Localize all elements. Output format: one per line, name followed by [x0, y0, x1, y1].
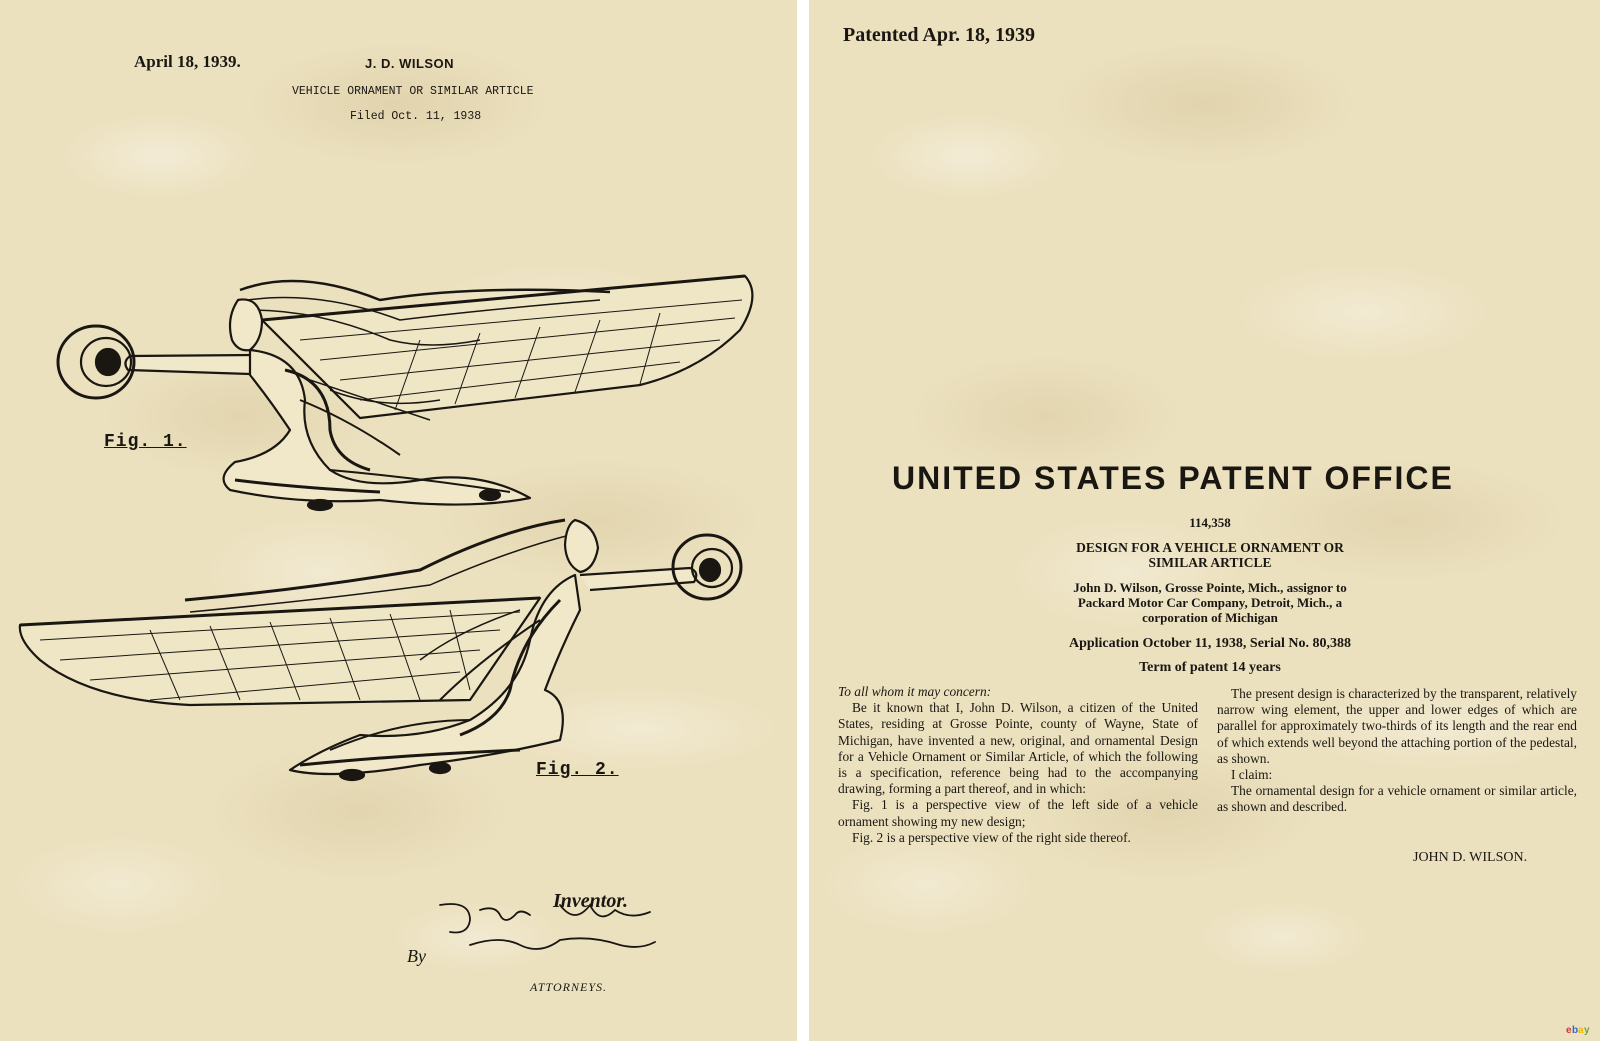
- drawing-sheet: [0, 0, 797, 1041]
- claim-heading: I claim:: [1231, 767, 1273, 783]
- assignor-line-2: Packard Motor Car Company, Detroit, Mich., a: [1077, 595, 1343, 610]
- assignor-block: [1010, 580, 1410, 625]
- specification-left-column: [838, 684, 1198, 846]
- application-line: Application October 11, 1938, Serial No. 80,388: [1068, 636, 1352, 651]
- claim-text: The ornamental design for a vehicle ornament or similar article, as shown and described.: [1217, 783, 1577, 815]
- figure-2-label: Fig. 2.: [536, 760, 619, 780]
- patent-number: 114,358: [1189, 515, 1231, 530]
- inventor-heading: Inventor.: [553, 890, 629, 912]
- term-line: Term of patent 14 years: [1139, 660, 1281, 675]
- patented-date: Patented Apr. 18, 1939: [843, 24, 1036, 46]
- svg-text:e: e: [1566, 1025, 1572, 1036]
- svg-text:b: b: [1572, 1025, 1579, 1036]
- by-label: By: [407, 946, 426, 966]
- spec-paragraph: Fig. 2 is a perspective view of the right side thereof.: [852, 829, 1131, 845]
- spec-paragraph: The present design is characterized by the transparent, relatively narrow wing element, the upper and lower edges of which are parallel for approximately two-thirds of its length and the rear end of which extends well beyond the attaching portion of the pedestal, as shown.: [1217, 686, 1577, 766]
- assignor-line-1: John D. Wilson, Grosse Pointe, Mich., assignor to: [1073, 580, 1347, 595]
- svg-text:y: y: [1584, 1025, 1590, 1036]
- filed-date: Filed Oct. 11, 1938: [350, 110, 482, 123]
- specification-right-column: [1217, 686, 1577, 816]
- attorneys-label: ATTORNEYS.: [530, 980, 608, 994]
- design-title-line-1: DESIGN FOR A VEHICLE ORNAMENT OR: [1076, 540, 1344, 555]
- figure-1-label: Fig. 1.: [104, 432, 187, 452]
- drawing-title: VEHICLE ORNAMENT OR SIMILAR ARTICLE: [292, 85, 534, 98]
- figure-1-drawing: [58, 276, 752, 510]
- spec-paragraph: Be it known that I, John D. Wilson, a citizen of the United States, residing at Grosse Pointe, county of Wayne, State of Michigan, have invented a new, original, and ornamental Design for a Vehicle Ornament or Similar Article, of which the following is a specification, reference being had to the accompanying drawing, forming a part thereof, and in which:: [838, 700, 1198, 797]
- assignor-line-3: corporation of Michigan: [1142, 610, 1278, 625]
- spec-paragraph: Fig. 1 is a perspective view of the left side of a vehicle ornament showing my new design;: [838, 797, 1198, 829]
- svg-text:a: a: [1578, 1025, 1584, 1036]
- salutation: To all whom it may concern:: [838, 684, 992, 699]
- figure-2-drawing: [20, 520, 741, 780]
- issue-date: April 18, 1939.: [134, 52, 241, 71]
- design-title: [1010, 540, 1410, 570]
- inventor-name: J. D. WILSON: [365, 56, 455, 71]
- inventor-signoff: JOHN D. WILSON.: [1413, 850, 1528, 865]
- design-title-line-2: SIMILAR ARTICLE: [1148, 555, 1272, 570]
- patent-office-heading: UNITED STATES PATENT OFFICE: [892, 460, 1454, 496]
- ornament-drawings: [0, 0, 797, 1041]
- watermark-icon: [1566, 1021, 1592, 1037]
